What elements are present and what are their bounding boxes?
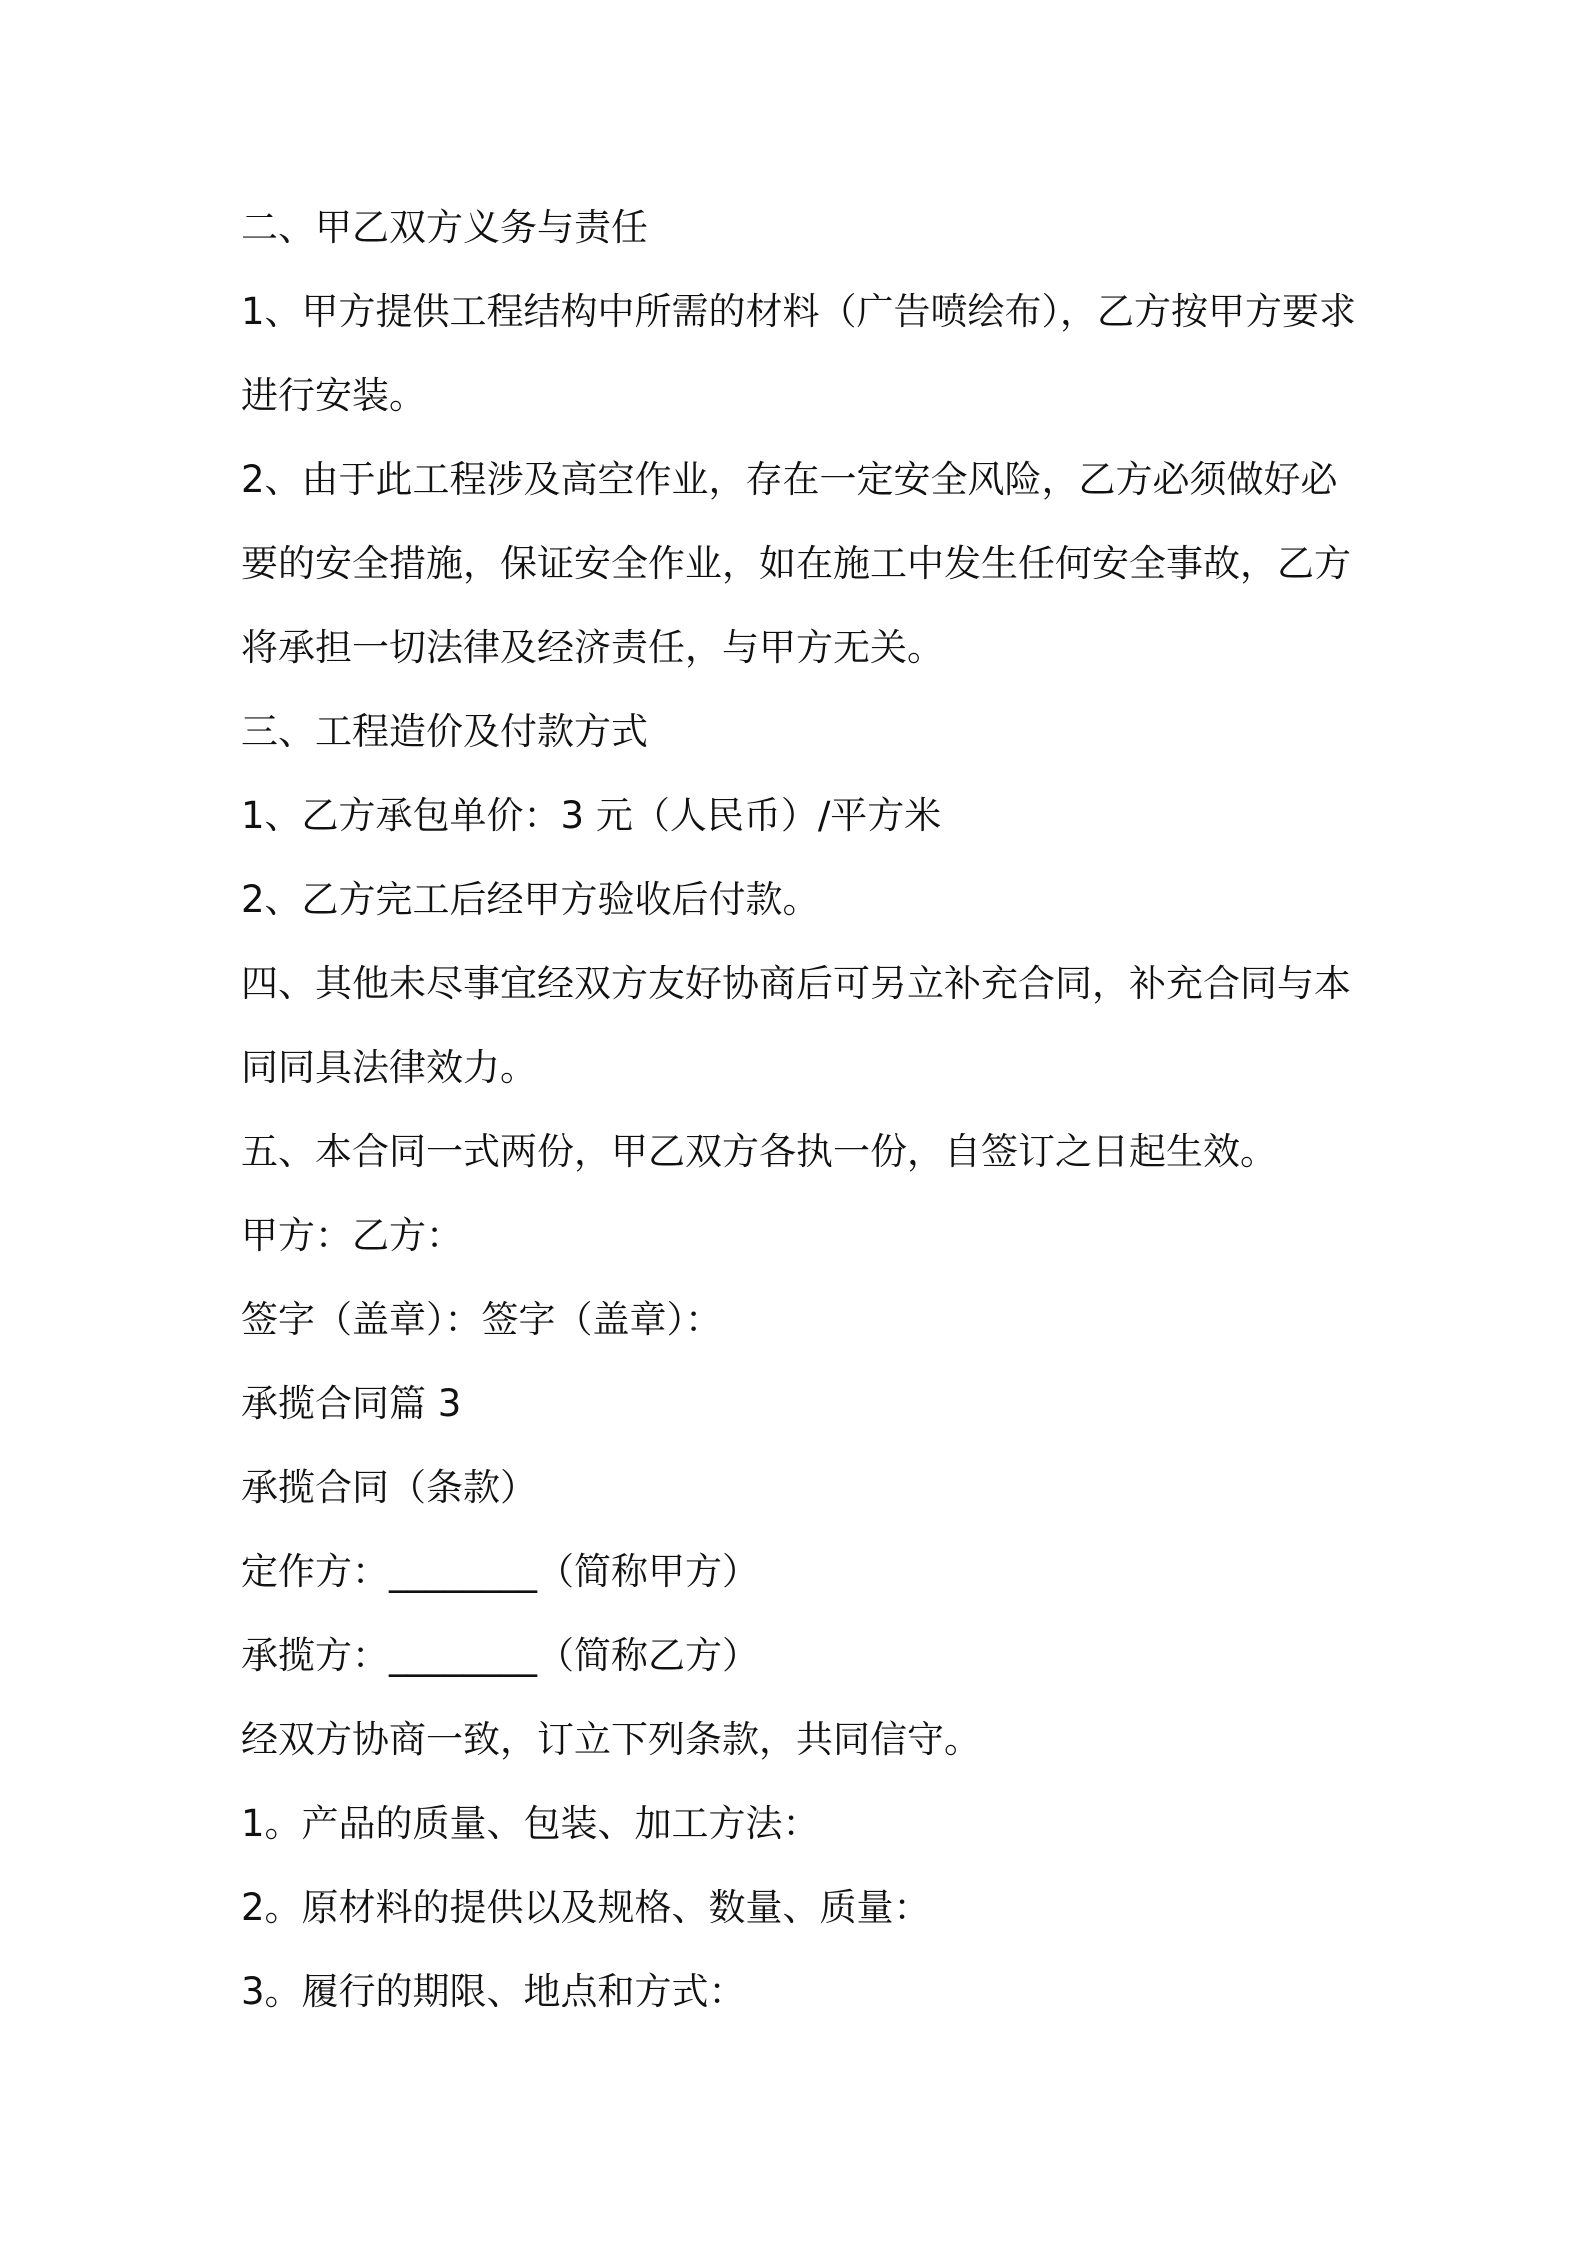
contractor-line: 承揽方：________（简称乙方）: [241, 1634, 759, 1677]
contract-subtitle: 承揽合同（条款）: [241, 1466, 537, 1509]
parties-line: 甲方：乙方：: [241, 1214, 463, 1257]
section-two-item-1-line-2: 进行安装。: [241, 374, 426, 417]
clause-2: 2。原材料的提供以及规格、数量、质量：: [241, 1886, 931, 1929]
signature-line: 签字（盖章）：签字（盖章）：: [241, 1298, 722, 1341]
section-two-heading: 二、甲乙双方义务与责任: [241, 206, 648, 249]
clause-3: 3。履行的期限、地点和方式：: [241, 1970, 746, 2013]
section-three-item-1: 1、乙方承包单价：3 元（人民币）/平方米: [241, 794, 942, 837]
clause-1: 1。产品的质量、包装、加工方法：: [241, 1802, 820, 1845]
section-two-item-2-line-2: 要的安全措施，保证安全作业，如在施工中发生任何安全事故，乙方: [241, 542, 1351, 585]
section-five: 五、本合同一式两份，甲乙双方各执一份，自签订之日起生效。: [241, 1130, 1277, 1173]
section-two-item-1-line-1: 1、甲方提供工程结构中所需的材料（广告喷绘布），乙方按甲方要求: [241, 290, 1357, 333]
orderer-line: 定作方：________（简称甲方）: [241, 1550, 759, 1593]
section-three-heading: 三、工程造价及付款方式: [241, 710, 648, 753]
section-two-item-2-line-3: 将承担一切法律及经济责任，与甲方无关。: [241, 626, 944, 669]
section-four-line-2: 同同具法律效力。: [241, 1046, 537, 1089]
section-two-item-2-line-1: 2、由于此工程涉及高空作业，存在一定安全风险，乙方必须做好必: [241, 458, 1338, 501]
article-3-title: 承揽合同篇 3: [241, 1382, 462, 1425]
section-four-line-1: 四、其他未尽事宜经双方友好协商后可另立补充合同，补充合同与本: [241, 962, 1351, 1005]
agreement-line: 经双方协商一致，订立下列条款，共同信守。: [241, 1718, 981, 1761]
section-three-item-2: 2、乙方完工后经甲方验收后付款。: [241, 878, 820, 921]
